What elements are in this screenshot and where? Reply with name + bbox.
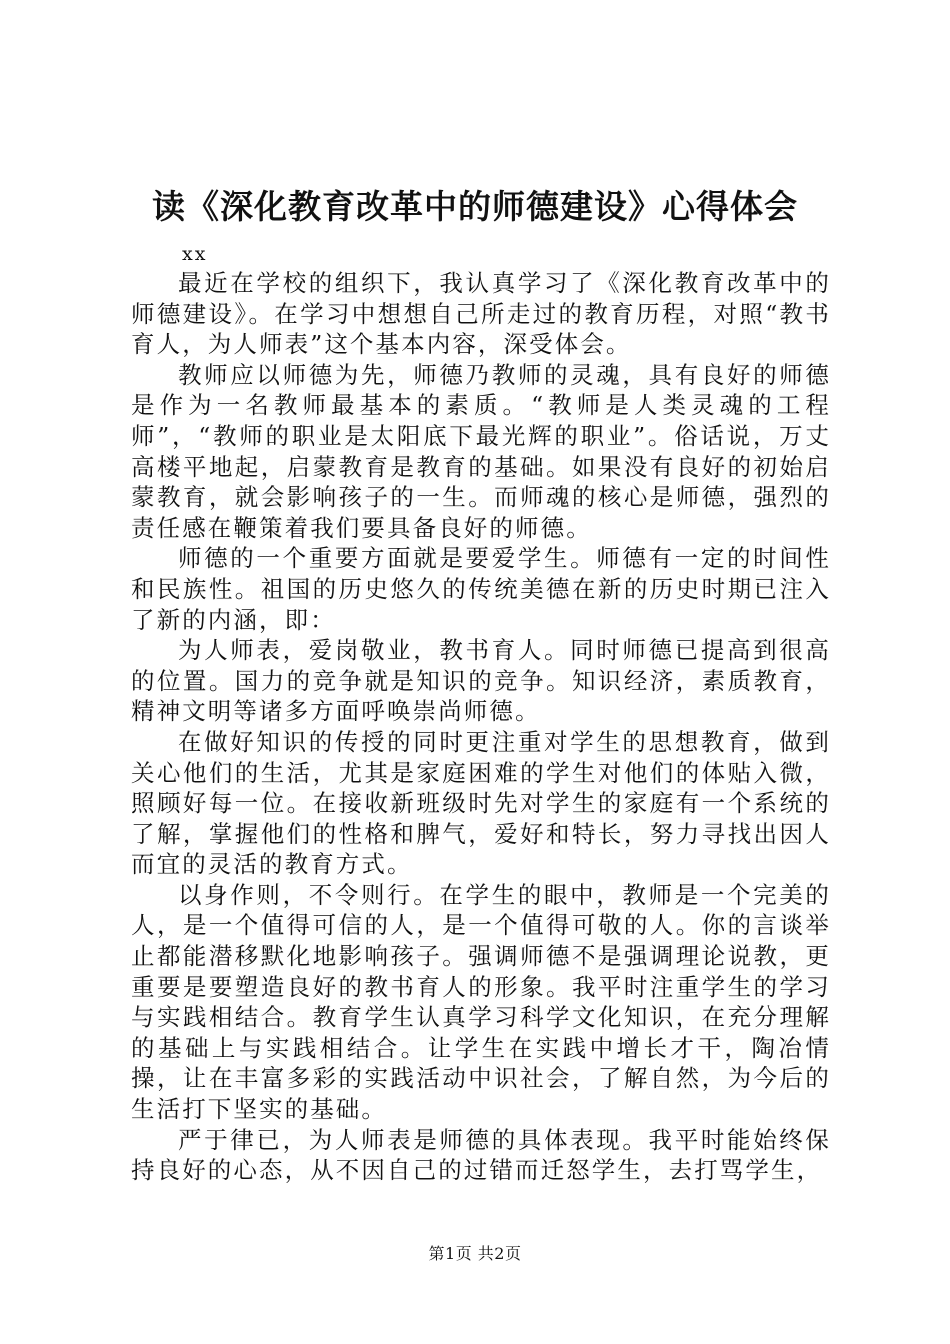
paragraph: 师德的一个重要方面就是要爱学生。师德有一定的时间性和民族性。祖国的历史悠久的传统美德在新的历史时期已注入了新的内涵，即： bbox=[131, 544, 831, 634]
document-title: 读《深化教育改革中的师德建设》心得体会 bbox=[152, 187, 798, 226]
paragraph: 严于律已，为人师表是师德的具体表现。我平时能始终保持良好的心态，从不因自己的过错而迁怒学生，去打骂学生， bbox=[131, 1125, 831, 1185]
document-body bbox=[131, 268, 831, 1186]
paragraph: 以身作则，不令则行。在学生的眼中，教师是一个完美的人，是一个值得可信的人，是一个值得可敬的人。你的言谈举止都能潜移默化地影响孩子。强调师德不是强调理论说教，更重要是要塑造良好的教书育人的形象。我平时注重学生的学习与实践相结合。教育学生认真学习科学文化知识，在充分理解的基础上与实践相结合。让学生在实践中增长才干，陶冶情操，让在丰富多彩的实践活动中识社会，了解自然，为今后的生活打下坚实的基础。 bbox=[131, 880, 831, 1124]
author-name: xx bbox=[182, 243, 208, 265]
paragraph: 最近在学校的组织下，我认真学习了《深化教育改革中的师德建设》。在学习中想想自己所走过的教育历程，对照“教书育人，为人师表”这个基本内容，深受体会。 bbox=[131, 269, 831, 359]
paragraph: 在做好知识的传授的同时更注重对学生的思想教育，做到关心他们的生活，尤其是家庭困难的学生对他们的体贴入微，照顾好每一位。在接收新班级时先对学生的家庭有一个系统的了解，掌握他们的性格和脾气，爱好和特长，努力寻找出因人而宜的灵活的教育方式。 bbox=[131, 727, 831, 879]
paragraph: 教师应以师德为先，师德乃教师的灵魂，具有良好的师德是作为一名教师最基本的素质。“教师是人类灵魂的工程师”，“教师的职业是太阳底下最光辉的职业”。俗话说，万丈高楼平地起，启蒙教育是教育的基础。如果没有良好的初始启蒙教育，就会影响孩子的一生。而师魂的核心是师德，强烈的责任感在鞭策着我们要具备良好的师德。 bbox=[131, 360, 831, 542]
paragraph: 为人师表，爱岗敬业，教书育人。同时师德已提高到很高的位置。国力的竞争就是知识的竞争。知识经济，素质教育，精神文明等诸多方面呼唤崇尚师德。 bbox=[131, 636, 831, 726]
page-number-footer: 第1页 共2页 bbox=[428, 1244, 522, 1263]
